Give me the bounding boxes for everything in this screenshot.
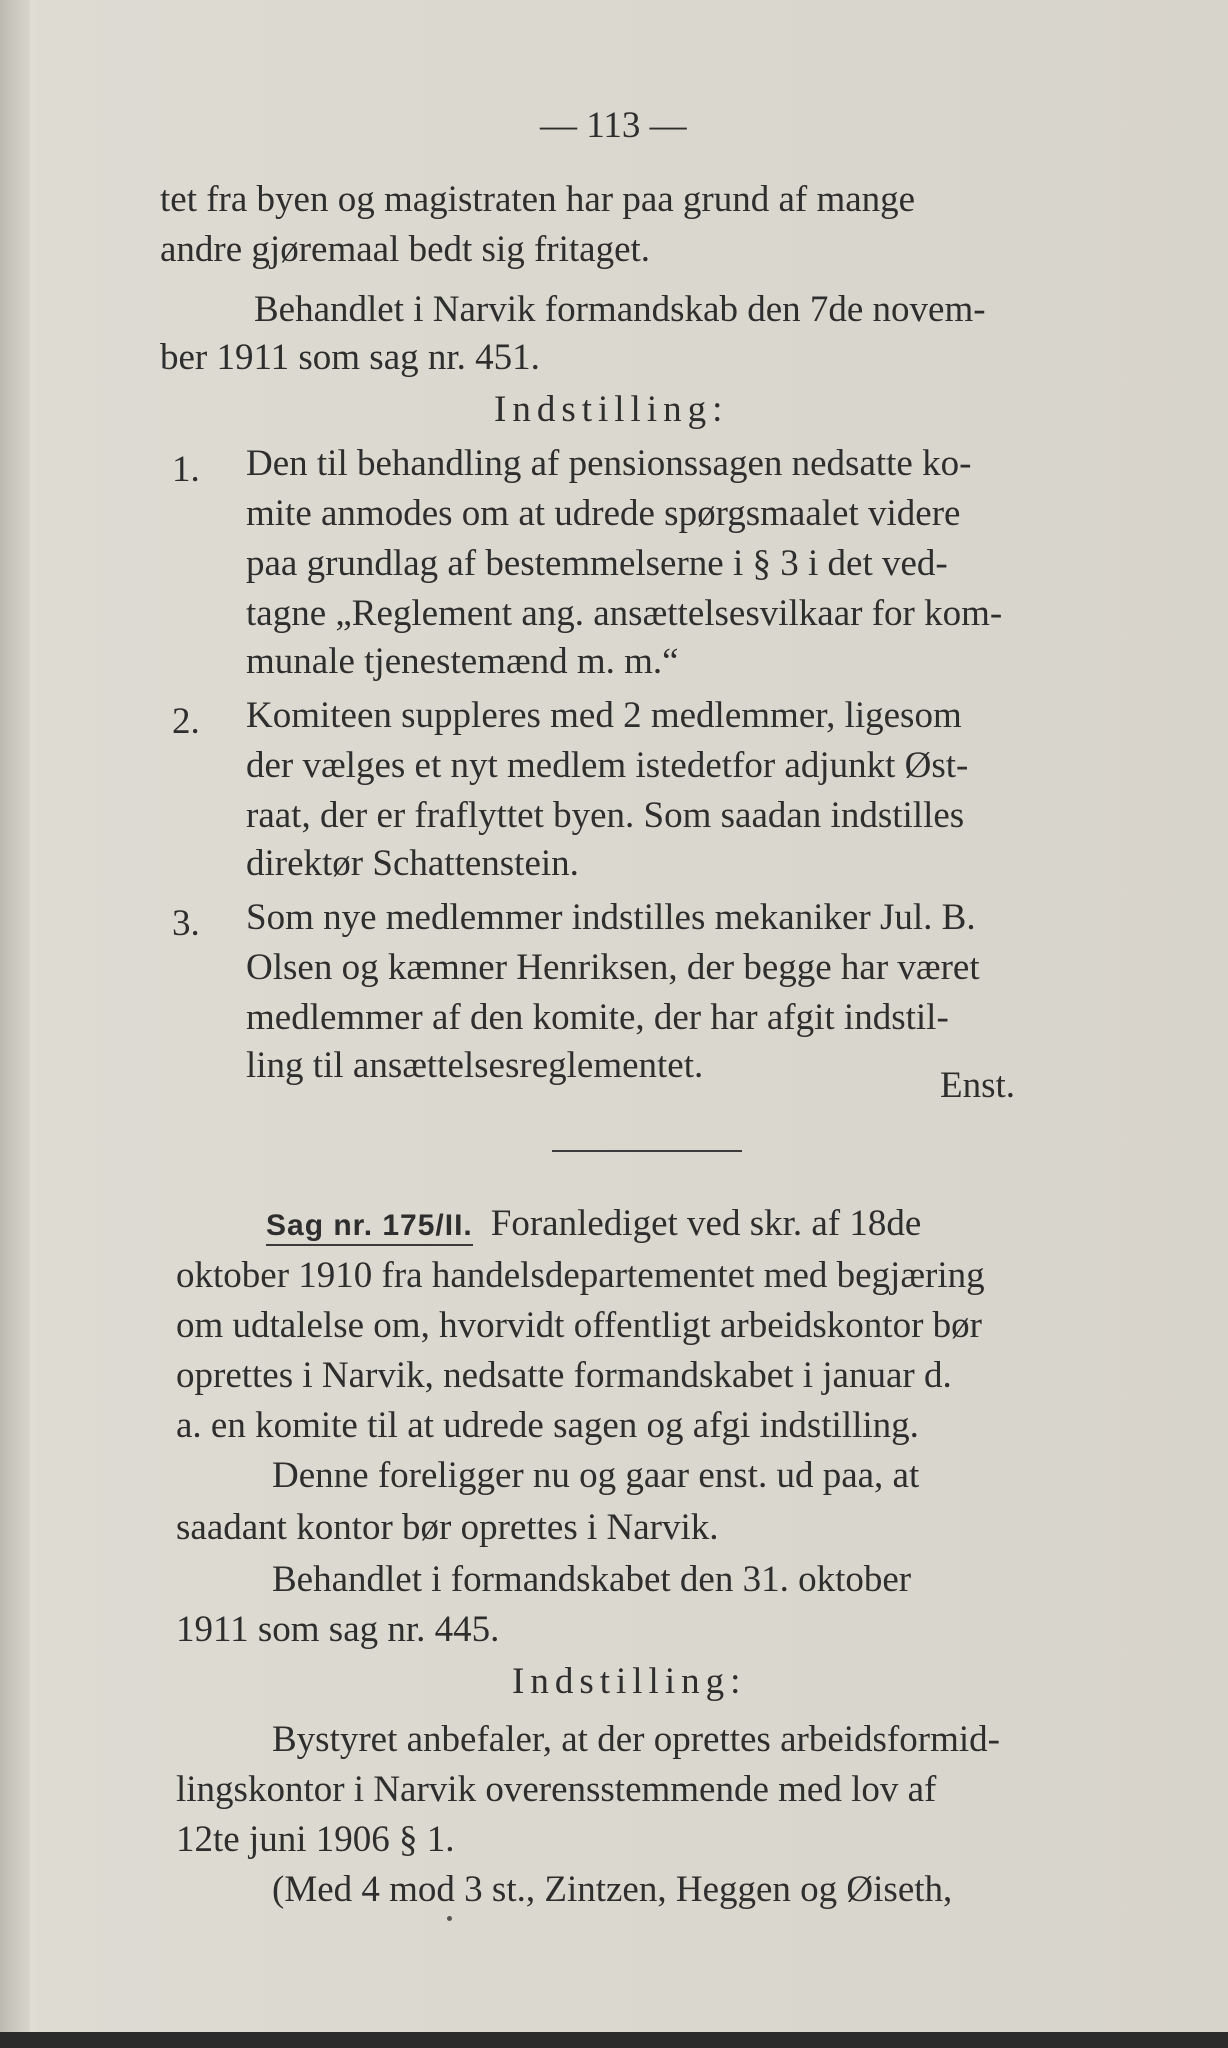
page-edge-left [0, 0, 30, 2048]
text-line: ber 1911 som sag nr. 451. [160, 337, 540, 378]
sag-line: saadant kontor bør oprettes i Narvik. [176, 1507, 719, 1548]
item-number: 3. [172, 903, 200, 944]
final-line: Bystyret anbefaler, at der oprettes arbeidsformid- [272, 1719, 1000, 1760]
item-line: Den til behandling af pensionssagen nedsatte ko- [246, 443, 972, 484]
indstilling-heading: Indstilling: [494, 389, 729, 430]
final-line: (Med 4 mod 3 st., Zintzen, Heggen og Øiseth, [272, 1869, 953, 1910]
indstilling-heading: Indstilling: [512, 1661, 747, 1702]
text-line: andre gjøremaal bedt sig fritaget. [160, 229, 651, 270]
item-line: Komiteen suppleres med 2 medlemmer, ligesom [246, 695, 962, 736]
item-line: munale tjenestemænd m. m.“ [246, 641, 679, 682]
item-line: paa grundlag af bestemmelserne i § 3 i det ved- [246, 543, 948, 584]
text-line: Behandlet i Narvik formandskab den 7de novem- [254, 289, 986, 330]
item-line: tagne „Reglement ang. ansættelsesvilkaar for kom- [246, 593, 1003, 634]
sag-line: 1911 som sag nr. 445. [176, 1609, 500, 1650]
item-line: Olsen og kæmner Henriksen, der begge har været [246, 947, 980, 988]
enst-label: Enst. [940, 1065, 1016, 1106]
sag-line: Denne foreligger nu og gaar enst. ud paa, at [272, 1455, 920, 1496]
section-divider [552, 1150, 742, 1152]
item-number: 2. [172, 701, 200, 742]
sag-heading-line [266, 1202, 921, 1248]
text-line: tet fra byen og magistraten har paa grund af mange [160, 179, 916, 220]
sag-number-label: Sag nr. 175/II. [266, 1209, 473, 1246]
sag-line: oktober 1910 fra handelsdepartementet med begjæring [176, 1255, 985, 1296]
sag-line: a. en komite til at udrede sagen og afgi indstilling. [176, 1405, 919, 1446]
item-line: raat, der er fraflyttet byen. Som saadan indstilles [246, 795, 965, 836]
sag-line: Foranlediget ved skr. af 18de [490, 1203, 922, 1244]
final-line: lingskontor i Narvik overensstemmende med lov af [176, 1769, 937, 1810]
item-line: direktør Schattenstein. [246, 843, 579, 884]
item-line: der vælges et nyt medlem istedetfor adjunkt Øst- [246, 745, 969, 786]
item-line: Som nye medlemmer indstilles mekaniker Jul. B. [246, 897, 976, 938]
item-line: mite anmodes om at udrede spørgsmaalet videre [246, 493, 961, 534]
item-line: medlemmer af den komite, der har afgit indstil- [246, 997, 949, 1038]
ink-speck [447, 1916, 452, 1921]
item-number: 1. [172, 449, 200, 490]
item-line: ling til ansættelsesreglementet. [246, 1045, 704, 1086]
page-number: — 113 — [540, 105, 687, 146]
page-edge-bottom [0, 2032, 1228, 2048]
sag-line: Behandlet i formandskabet den 31. oktober [272, 1559, 912, 1600]
sag-line: om udtalelse om, hvorvidt offentligt arbeidskontor bør [176, 1305, 982, 1346]
final-line: 12te juni 1906 § 1. [176, 1819, 455, 1860]
sag-line: oprettes i Narvik, nedsatte formandskabet i januar d. [176, 1355, 952, 1396]
